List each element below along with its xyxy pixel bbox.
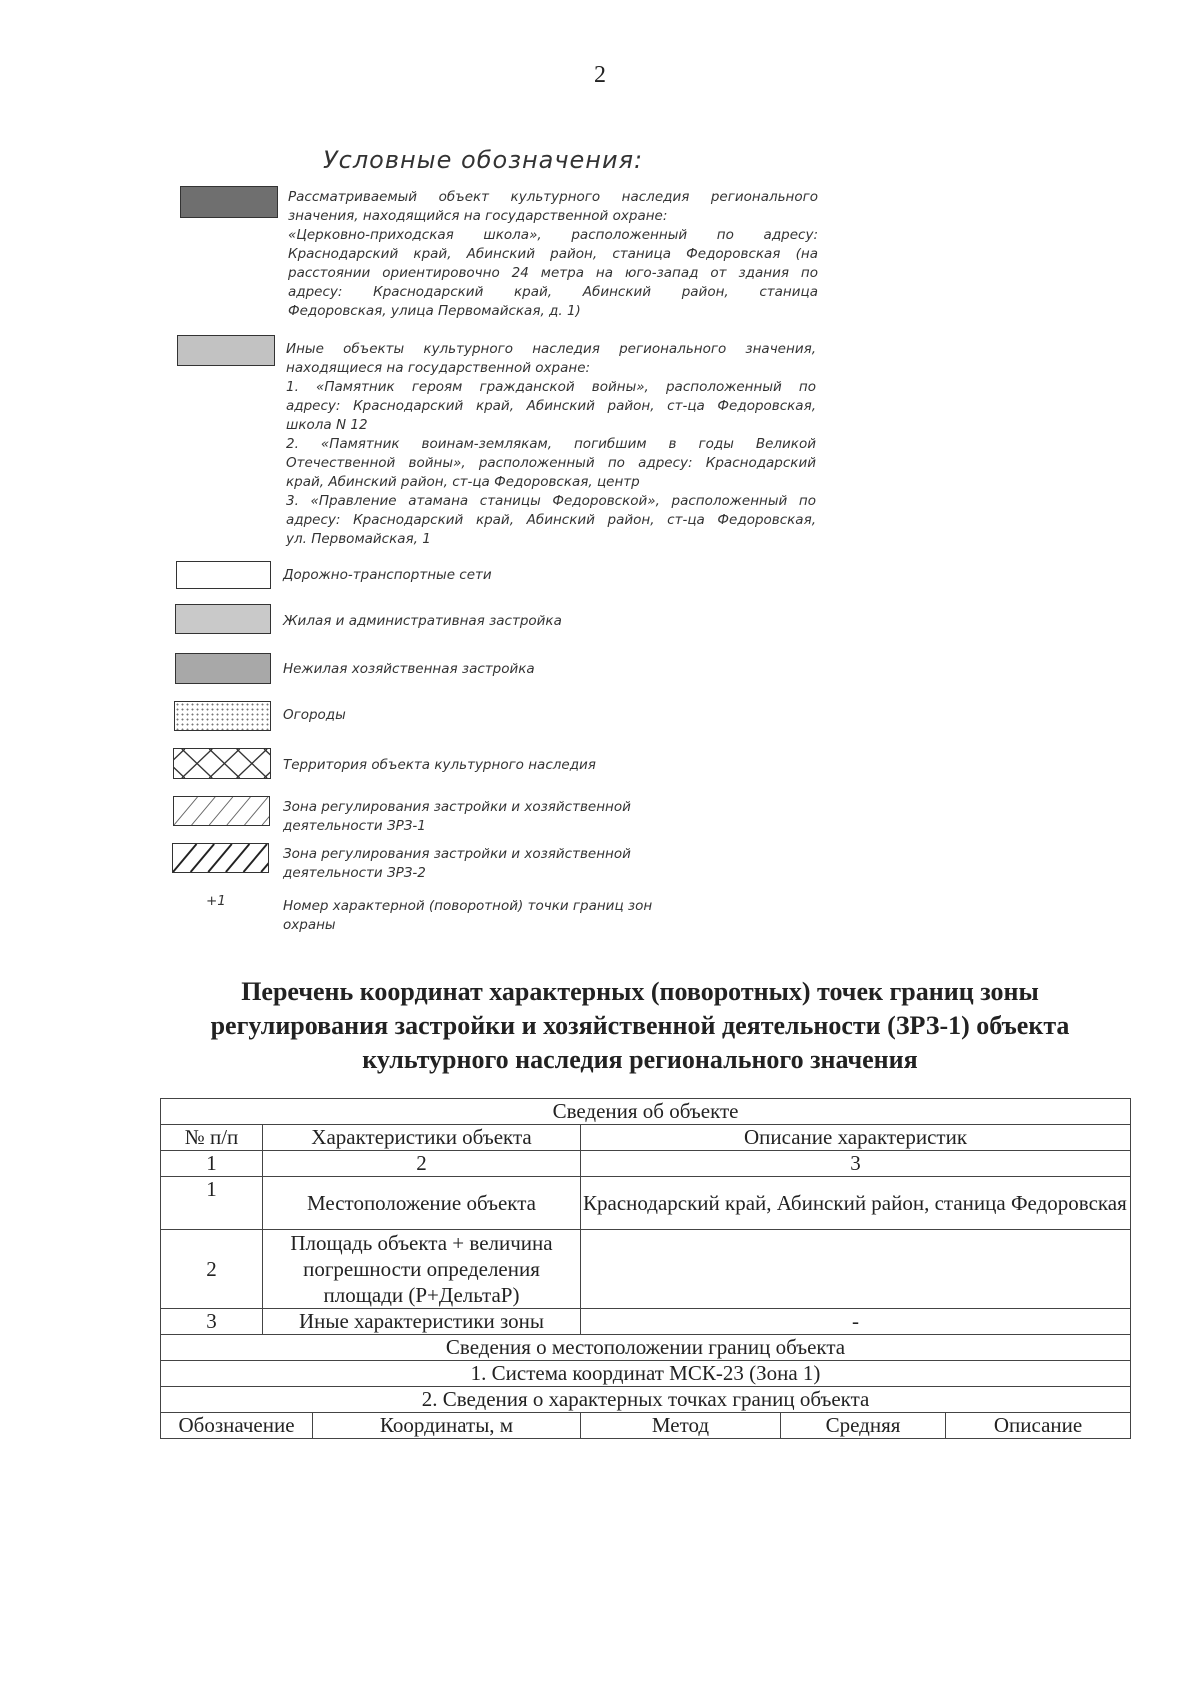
legend-symbol-point: +1 (206, 893, 226, 909)
col-index: 2 (263, 1151, 581, 1177)
legend-text-other-objects (286, 340, 816, 549)
heading-line: Перечень координат характерных (поворотных) точек границ зоны (241, 977, 1039, 1006)
legend-line: расстоянии ориентировочно 24 метра на юго-запад от здания по (288, 265, 818, 281)
legend-line: Краснодарский край, Абинский район, станица Федоровская (на (288, 246, 818, 262)
legend-line: Дорожно-транспортные сети (283, 567, 492, 583)
row-char: Иные характеристики зоны (263, 1309, 581, 1335)
legend-text-residential (283, 612, 813, 631)
col-header-method: Метод (581, 1413, 781, 1439)
legend-text-heritage-territory (283, 756, 813, 775)
legend-text-point (283, 897, 813, 935)
table-row (161, 1099, 1131, 1125)
legend-swatch-gardens (174, 701, 271, 731)
legend-line: значения, находящийся на государственной охране: (288, 208, 668, 224)
col-index: 3 (581, 1151, 1131, 1177)
legend-line: 1. «Памятник героям гражданской войны», расположенный по (286, 379, 816, 395)
legend-line: Огороды (283, 707, 346, 723)
legend-line: Территория объекта культурного наследия (283, 757, 596, 773)
legend-line: охраны (283, 917, 336, 933)
col-index: 1 (161, 1151, 263, 1177)
section-location-header: Сведения о местоположении границ объекта (161, 1335, 1131, 1361)
heading-line: культурного наследия регионального значения (362, 1045, 918, 1074)
legend-line: Жилая и административная застройка (283, 613, 562, 629)
legend-swatch-roads (176, 561, 271, 589)
row-num: 1 (161, 1177, 263, 1230)
row-desc: - (581, 1309, 1131, 1335)
legend-line: Зона регулирования застройки и хозяйственной (283, 799, 631, 815)
legend-line: Отечественной войны», расположенный по адресу: Краснодарский (286, 455, 816, 471)
page-number: 2 (594, 62, 606, 88)
col-header-char: Характеристики объекта (263, 1125, 581, 1151)
legend-line: Нежилая хозяйственная застройка (283, 661, 535, 677)
col-header-designation: Обозначение (161, 1413, 313, 1439)
row-num: 3 (161, 1309, 263, 1335)
legend-swatch-residential (175, 604, 271, 634)
legend-line: край, Абинский район, ст-ца Федоровская, центр (286, 474, 640, 490)
legend-swatch-heritage-territory (173, 748, 271, 779)
legend-line: «Церковно-приходская школа», расположенный по адресу: (288, 227, 818, 243)
table-row (161, 1230, 1131, 1309)
legend-text-zrz2 (283, 845, 813, 883)
legend-line: 2. «Памятник воинам-землякам, погибшим в годы Великой (286, 436, 816, 452)
col-header-mean: Средняя (781, 1413, 946, 1439)
legend-swatch-other-objects (177, 335, 275, 366)
legend-line: адресу: Краснодарский край, Абинский район, станица (288, 284, 818, 300)
table-row (161, 1125, 1131, 1151)
legend-text-non-residential (283, 660, 813, 679)
legend-text-zrz1 (283, 798, 813, 836)
row-char: Площадь объекта + величина погрешности определения площади (Р+ДельтаР) (263, 1230, 581, 1309)
legend-line: находящиеся на государственной охране: (286, 360, 591, 376)
legend-line: Зона регулирования застройки и хозяйственной (283, 846, 631, 862)
coord-system-header: 1. Система координат МСК-23 (Зона 1) (161, 1361, 1131, 1387)
legend-text-main-object (288, 188, 818, 321)
legend-line: деятельности ЗРЗ-1 (283, 818, 426, 834)
legend-line: школа N 12 (286, 417, 368, 433)
table-row (161, 1387, 1131, 1413)
legend-line: 3. «Правление атамана станицы Федоровской», расположенный по (286, 493, 816, 509)
table-row (161, 1361, 1131, 1387)
legend-line: Федоровская, улица Первомайская, д. 1) (288, 303, 581, 319)
section-object-header: Сведения об объекте (161, 1099, 1131, 1125)
document-heading (150, 975, 1130, 1077)
legend-line: адресу: Краснодарский край, Абинский район, ст-ца Федоровская, (286, 512, 816, 528)
legend-swatch-non-residential (175, 653, 271, 684)
legend-swatch-zrz1 (173, 796, 270, 826)
legend-line: ул. Первомайская, 1 (286, 531, 431, 547)
row-char: Местоположение объекта (263, 1177, 581, 1230)
table-row (161, 1151, 1131, 1177)
legend-swatch-main-object (180, 186, 278, 218)
heading-line: регулирования застройки и хозяйственной деятельности (ЗРЗ-1) объекта (210, 1011, 1070, 1040)
legend-line: адресу: Краснодарский край, Абинский район, ст-ца Федоровская, (286, 398, 816, 414)
col-header-desc: Описание характеристик (581, 1125, 1131, 1151)
col-header-num: № п/п (161, 1125, 263, 1151)
table-row (161, 1177, 1131, 1230)
legend-swatch-zrz2 (172, 843, 269, 873)
points-info-header: 2. Сведения о характерных точках границ объекта (161, 1387, 1131, 1413)
col-header-coordinates: Координаты, м (313, 1413, 581, 1439)
row-desc (581, 1230, 1131, 1309)
legend-line: Иные объекты культурного наследия регионального значения, (286, 341, 816, 357)
table-row (161, 1413, 1131, 1439)
row-desc: Краснодарский край, Абинский район, станица Федоровская (581, 1177, 1131, 1230)
legend-line: Номер характерной (поворотной) точки границ зон (283, 898, 653, 914)
col-header-description: Описание (946, 1413, 1131, 1439)
legend-line: Рассматриваемый объект культурного наследия регионального (288, 189, 818, 205)
legend-line: деятельности ЗРЗ-2 (283, 865, 426, 881)
legend-text-gardens (283, 706, 813, 725)
table-row (161, 1335, 1131, 1361)
legend-text-roads (283, 566, 813, 585)
table-row (161, 1309, 1131, 1335)
object-info-table (160, 1098, 1131, 1439)
row-num: 2 (161, 1230, 263, 1309)
legend-title: Условные обозначения: (323, 146, 644, 174)
